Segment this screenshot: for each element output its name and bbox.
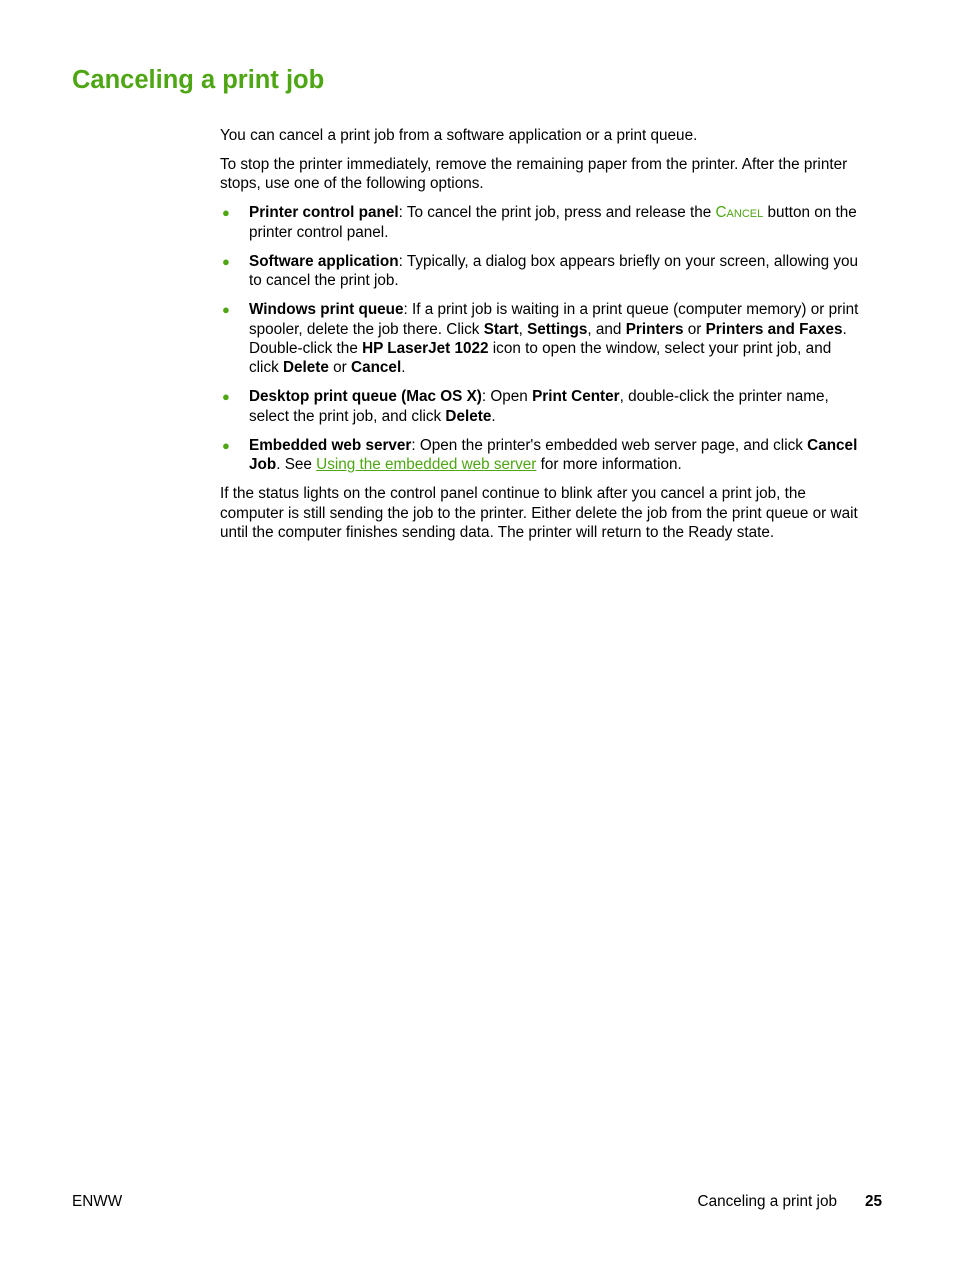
text: for more information. xyxy=(536,456,682,474)
bold-delete: Delete xyxy=(445,407,492,425)
closing-paragraph: If the status lights on the control panel continue to blink after you cancel a print job, the computer is still sending the job to the printer. Either delete the job from the print queue or wait until the computer finishes sending data. The printer will return to the Ready state. xyxy=(220,485,858,542)
text: : To cancel the print job, press and release the xyxy=(398,204,716,222)
bold-printers-faxes: Printers and Faxes xyxy=(705,320,843,338)
page-number: 25 xyxy=(864,1193,882,1210)
intro-paragraph: You can cancel a print job from a software application or a print queue. xyxy=(220,127,698,144)
list-item-windows xyxy=(220,300,862,378)
bold-start: Start xyxy=(483,320,519,338)
text: , double-click the printer name, select the print job, and click xyxy=(249,388,829,425)
list-item-ews xyxy=(220,436,862,475)
text: button on the printer control panel. xyxy=(249,204,857,241)
bold-cancel: Cancel xyxy=(351,359,402,377)
bold-settings: Settings xyxy=(527,320,588,338)
bold-model: HP LaserJet 1022 xyxy=(362,340,489,358)
bullet-icon: ● xyxy=(222,437,230,453)
term-software: Software application xyxy=(249,252,399,270)
embedded-web-server-link[interactable]: Using the embedded web server xyxy=(316,456,537,474)
term-windows: Windows print queue xyxy=(249,301,404,319)
text: . xyxy=(401,359,406,377)
bullet-icon: ● xyxy=(222,253,230,269)
footer-section: Canceling a print job xyxy=(697,1193,837,1210)
list-item-software xyxy=(220,252,862,291)
bullet-icon: ● xyxy=(222,205,230,221)
text: or xyxy=(328,359,352,377)
text: : Open xyxy=(481,388,533,406)
term-mac: Desktop print queue (Mac OS X) xyxy=(249,388,482,406)
cancel-options-list xyxy=(220,203,862,474)
list-item-control-panel xyxy=(220,203,862,242)
text: icon to open the window, select your print job, and click xyxy=(249,340,832,377)
bold-printers: Printers xyxy=(625,320,684,338)
text: or xyxy=(683,320,706,338)
text: : Open the printer's embedded web server page, and click xyxy=(411,436,808,454)
cancel-button-name: Cancel xyxy=(715,204,764,222)
bold-print-center: Print Center xyxy=(532,388,620,406)
text: : Typically, a dialog box appears briefly on your screen, allowing you to cancel the print job. xyxy=(249,252,859,290)
list-item-mac xyxy=(220,387,862,426)
term-control-panel: Printer control panel xyxy=(249,204,399,222)
term-ews: Embedded web server xyxy=(249,436,412,454)
text: . See xyxy=(276,456,317,474)
page-title: Canceling a print job xyxy=(72,66,325,94)
text: . Double-click the xyxy=(249,320,847,358)
bullet-icon: ● xyxy=(222,302,230,318)
text: . xyxy=(491,407,496,425)
footer-left: ENWW xyxy=(72,1193,123,1210)
text: , xyxy=(518,320,528,338)
bold-delete: Delete xyxy=(283,359,329,377)
main-content xyxy=(220,126,862,552)
stop-paragraph: To stop the printer immediately, remove the remaining paper from the printer. After the printer stops, use one of the following options. xyxy=(220,156,848,193)
text: : If a print job is waiting in a print queue (computer memory) or print spooler, delete the job there. Click xyxy=(249,301,859,338)
bullet-icon: ● xyxy=(222,389,230,405)
footer-right xyxy=(698,1192,882,1211)
text: , and xyxy=(587,320,626,338)
bold-cancel-job: Cancel Job xyxy=(249,436,858,474)
